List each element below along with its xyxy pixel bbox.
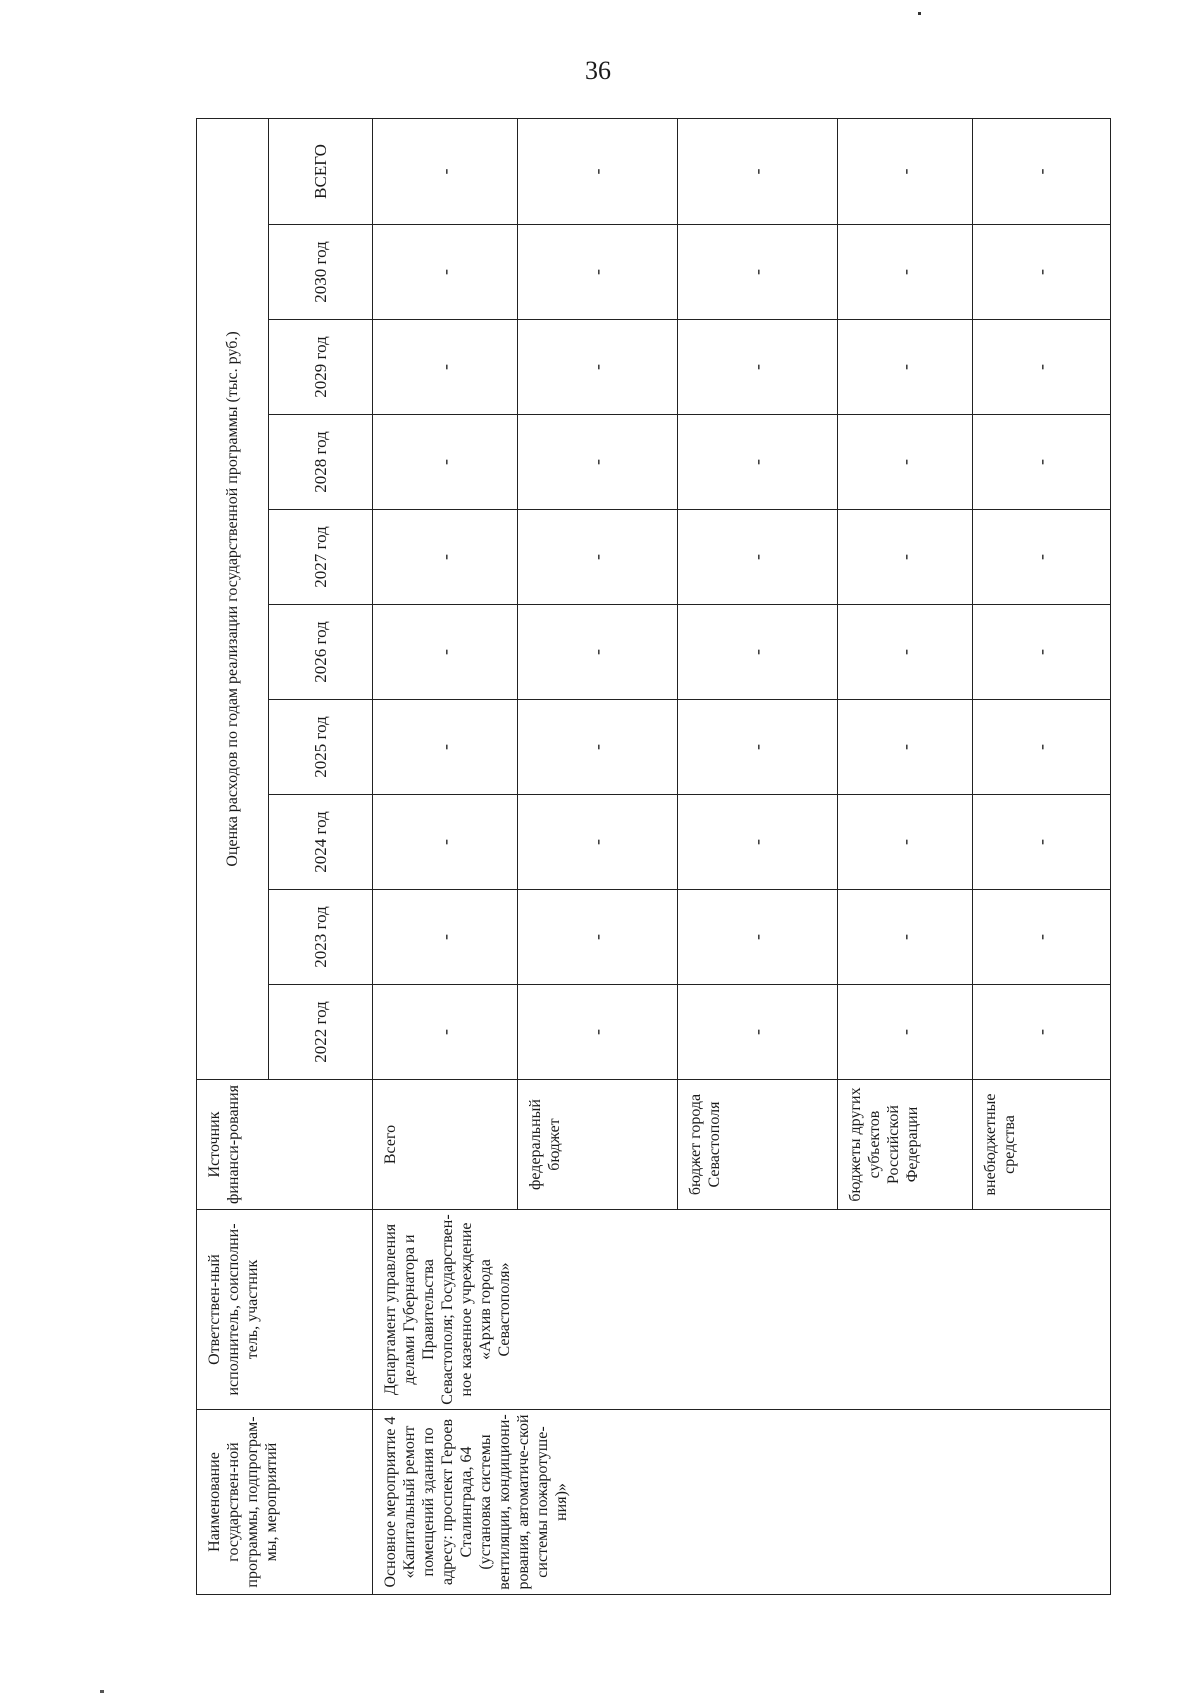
- value-cell: -: [518, 415, 678, 510]
- scan-artifact: [918, 12, 921, 15]
- header-year: ВСЕГО: [269, 118, 373, 224]
- header-name: Наименование государствен-ной программы, подпрограм-мы, мероприятий: [197, 1410, 373, 1595]
- header-year: 2027 год: [269, 510, 373, 605]
- value-cell: -: [678, 320, 838, 415]
- value-cell: -: [678, 795, 838, 890]
- header-year: 2026 год: [269, 605, 373, 700]
- value-cell: -: [678, 890, 838, 985]
- funding-source: бюджеты других субъектов Российской Федерации: [838, 1080, 973, 1210]
- value-cell: -: [973, 985, 1111, 1080]
- header-year: 2029 год: [269, 320, 373, 415]
- value-cell: -: [838, 890, 973, 985]
- value-cell: -: [973, 415, 1111, 510]
- value-cell: -: [373, 510, 518, 605]
- value-cell: -: [373, 118, 518, 224]
- funding-source: федеральный бюджет: [518, 1080, 678, 1210]
- value-cell: -: [518, 320, 678, 415]
- header-year: 2023 год: [269, 890, 373, 985]
- value-cell: -: [973, 700, 1111, 795]
- activity-executor: Департамент управления делами Губернатора и Правительства Севастополя; Государствен-ное казенное учреждение «Архив города Севастополя»: [373, 1210, 1111, 1410]
- header-executor: Ответствен-ный исполнитель, соисполни-тель, участник: [197, 1210, 373, 1410]
- value-cell: -: [518, 225, 678, 320]
- header-year: 2030 год: [269, 225, 373, 320]
- value-cell: -: [973, 795, 1111, 890]
- value-cell: -: [678, 415, 838, 510]
- value-cell: -: [678, 118, 838, 224]
- value-cell: -: [838, 985, 973, 1080]
- funding-source: внебюджетные средства: [973, 1080, 1111, 1210]
- value-cell: -: [518, 605, 678, 700]
- table-row: [373, 118, 518, 1594]
- header-year: 2025 год: [269, 700, 373, 795]
- header-source: Источник финанси-рования: [197, 1080, 373, 1210]
- value-cell: -: [373, 890, 518, 985]
- header-row-group: [197, 118, 269, 1594]
- header-year: 2022 год: [269, 985, 373, 1080]
- value-cell: -: [518, 890, 678, 985]
- page-number: 36: [585, 56, 611, 85]
- value-cell: -: [838, 605, 973, 700]
- value-cell: -: [838, 795, 973, 890]
- value-cell: -: [518, 510, 678, 605]
- value-cell: -: [973, 605, 1111, 700]
- value-cell: -: [373, 415, 518, 510]
- value-cell: -: [838, 225, 973, 320]
- value-cell: -: [973, 118, 1111, 224]
- value-cell: -: [838, 700, 973, 795]
- value-cell: -: [838, 118, 973, 224]
- value-cell: -: [973, 510, 1111, 605]
- value-cell: -: [373, 320, 518, 415]
- funding-table-rotated: [196, 129, 1110, 1595]
- value-cell: -: [518, 795, 678, 890]
- scan-artifact: [100, 1690, 104, 1693]
- value-cell: -: [678, 700, 838, 795]
- value-cell: -: [838, 510, 973, 605]
- funding-source: бюджет города Севастополя: [678, 1080, 838, 1210]
- header-group-title: Оценка расходов по годам реализации государственной программы (тыс. руб.): [197, 118, 269, 1079]
- value-cell: -: [678, 510, 838, 605]
- value-cell: -: [838, 415, 973, 510]
- funding-source: Всего: [373, 1080, 518, 1210]
- value-cell: -: [373, 985, 518, 1080]
- value-cell: -: [373, 700, 518, 795]
- funding-table: [196, 118, 1111, 1595]
- header-year: 2028 год: [269, 415, 373, 510]
- activity-name: Основное мероприятие 4 «Капитальный ремонт помещений здания по адресу: проспект Героев Сталинграда, 64 (установка системы вентиляции, кондициони-рования, автоматиче-ской системы пожаротуше-ния)»: [373, 1410, 1111, 1595]
- value-cell: -: [373, 225, 518, 320]
- value-cell: -: [518, 985, 678, 1080]
- header-year: 2024 год: [269, 795, 373, 890]
- value-cell: -: [973, 890, 1111, 985]
- value-cell: -: [373, 795, 518, 890]
- value-cell: -: [973, 320, 1111, 415]
- value-cell: -: [678, 605, 838, 700]
- value-cell: -: [518, 700, 678, 795]
- value-cell: -: [678, 985, 838, 1080]
- value-cell: -: [678, 225, 838, 320]
- value-cell: -: [373, 605, 518, 700]
- value-cell: -: [973, 225, 1111, 320]
- value-cell: -: [518, 118, 678, 224]
- value-cell: -: [838, 320, 973, 415]
